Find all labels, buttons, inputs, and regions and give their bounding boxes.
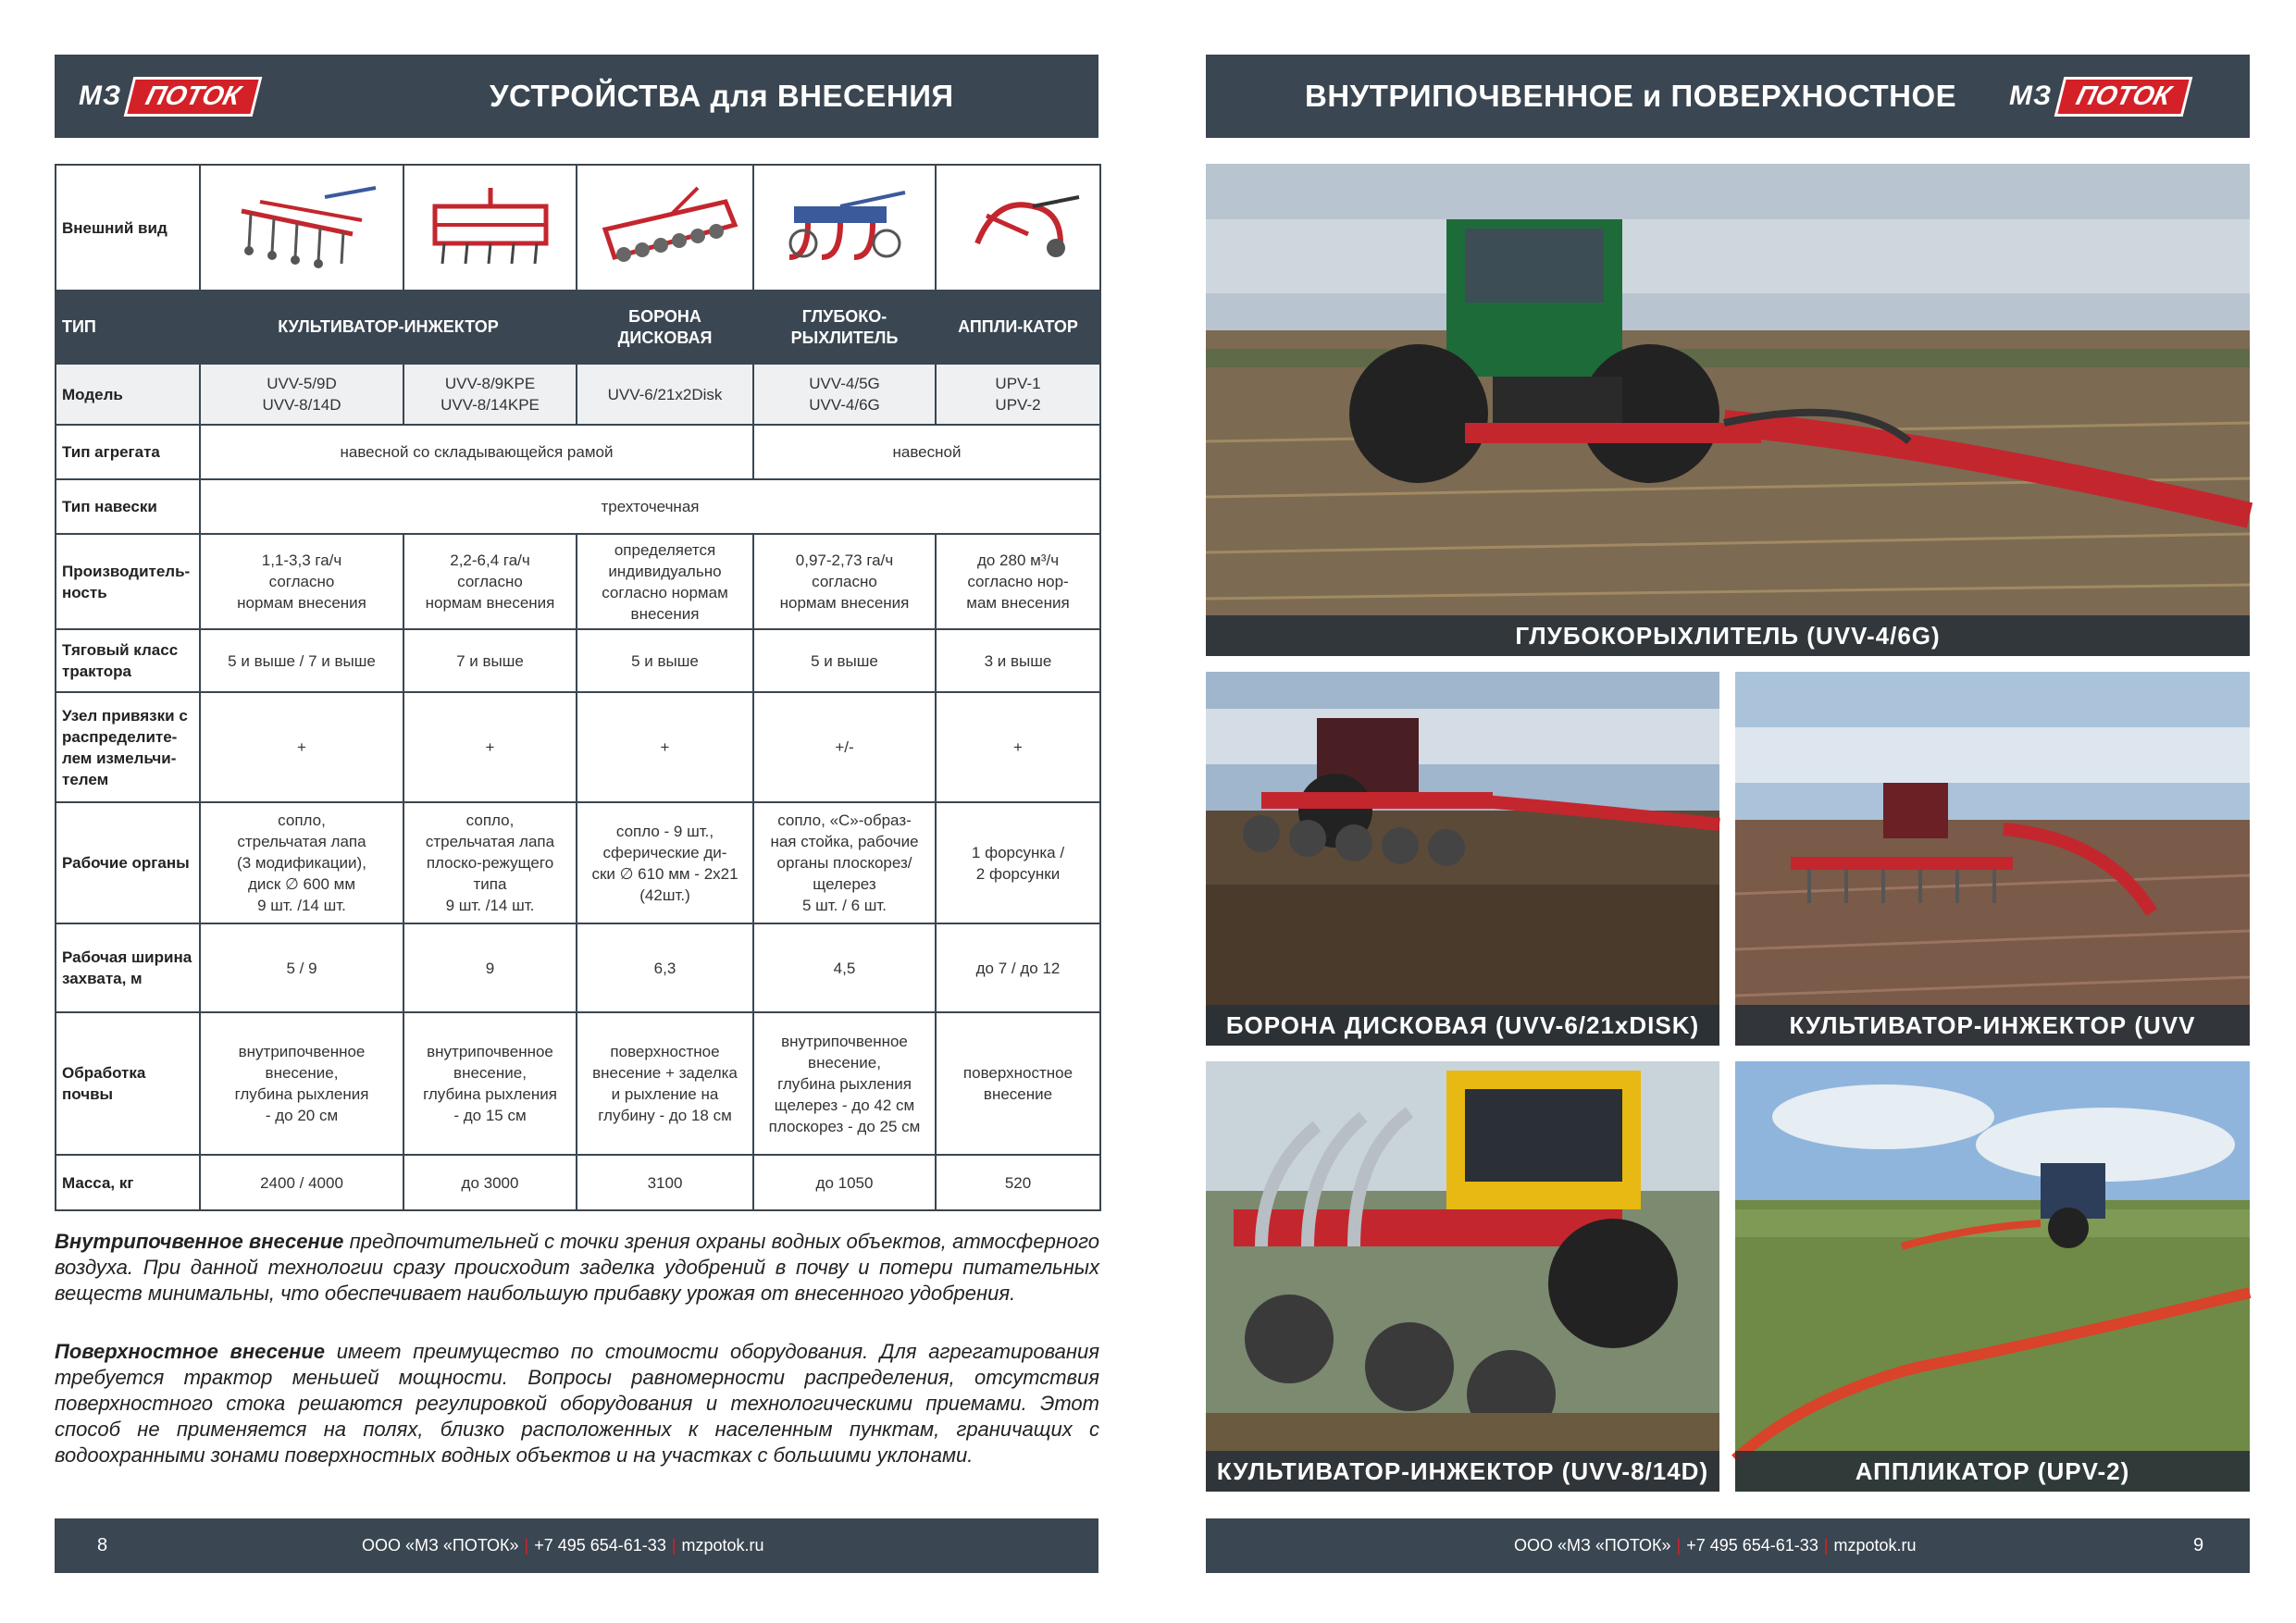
photo-subsoiler — [1206, 164, 2250, 656]
photo-applicator — [1735, 1061, 2250, 1492]
page-number: 8 — [97, 1535, 108, 1555]
traction-cell: 7 и выше — [403, 629, 577, 692]
model-cell: UPV-1 UPV-2 — [936, 364, 1100, 425]
equipment-image — [200, 165, 403, 291]
row-label: Внешний вид — [56, 165, 200, 291]
tillage-cell: поверхностное внесение — [936, 1012, 1100, 1155]
equipment-image — [577, 165, 753, 291]
width-cell: 4,5 — [753, 923, 936, 1012]
distributor-row — [56, 692, 1100, 802]
brand-logo — [2002, 77, 2188, 116]
footer-site[interactable]: mzpotok.ru — [1833, 1536, 1917, 1555]
model-row — [56, 364, 1100, 425]
type-cell: БОРОНА ДИСКОВАЯ — [577, 291, 753, 364]
row-label: Производитель-ность — [56, 534, 200, 629]
footer-company: ООО «МЗ «ПОТОК» — [1514, 1536, 1671, 1555]
logo-mz: МЗ — [2009, 81, 2053, 111]
photo-caption: КУЛЬТИВАТОР-ИНЖЕКТОР (UVV — [1735, 1005, 2250, 1046]
productivity-cell: 2,2-6,4 га/ч согласно нормам внесения — [403, 534, 577, 629]
footer-contacts — [1514, 1518, 1917, 1573]
footer-company: ООО «МЗ «ПОТОК» — [362, 1536, 519, 1555]
logo-potok: ПОТОК — [2054, 77, 2193, 117]
distributor-cell: + — [577, 692, 753, 802]
width-cell: 6,3 — [577, 923, 753, 1012]
right-header — [1206, 55, 2250, 138]
tillage-cell: внутрипочвенное внесение, глубина рыхления щелерез - до 42 см плоскорез - до 25 см — [753, 1012, 936, 1155]
brand-logo — [71, 77, 257, 116]
width-cell: 9 — [403, 923, 577, 1012]
mass-row — [56, 1155, 1100, 1210]
disc-harrow-photo-image — [1206, 672, 1719, 1046]
row-label: Узел привязки с распределите-лем измельчи-телем — [56, 692, 200, 802]
width-cell: до 7 / до 12 — [936, 923, 1100, 1012]
type-row — [56, 291, 1100, 364]
mass-cell: до 3000 — [403, 1155, 577, 1210]
mass-cell: 3100 — [577, 1155, 753, 1210]
traction-row — [56, 629, 1100, 692]
equipment-image — [403, 165, 577, 291]
distributor-cell: + — [200, 692, 403, 802]
footer-separator: | — [1823, 1536, 1829, 1555]
logo-potok: ПОТОК — [124, 77, 263, 117]
paragraph-subsurface-title: Внутрипочвенное внесение — [55, 1230, 344, 1253]
distributor-cell: +/- — [753, 692, 936, 802]
working-cell: сопло, стрельчатая лапа плоско-режущего типа 9 шт. /14 шт. — [403, 802, 577, 923]
row-label: ТИП — [56, 291, 200, 364]
distributor-cell: + — [403, 692, 577, 802]
mass-cell: 520 — [936, 1155, 1100, 1210]
type-cell: АППЛИ-КАТОР — [936, 291, 1100, 364]
left-header-title: УСТРОЙСТВА для ВНЕСЕНИЯ — [490, 79, 954, 113]
width-row — [56, 923, 1100, 1012]
footer-separator: | — [671, 1536, 676, 1555]
disc-harrow-image — [587, 179, 744, 271]
footer-separator: | — [1676, 1536, 1682, 1555]
left-footer — [55, 1518, 1098, 1573]
hitch-cell: трехточечная — [200, 479, 1100, 534]
working-cell: сопло, «С»-образ- ная стойка, рабочие органы плоскорез/ щелерез 5 шт. / 6 шт. — [753, 802, 936, 923]
working-cell: сопло, стрельчатая лапа (3 модификации), диск ∅ 600 мм 9 шт. /14 шт. — [200, 802, 403, 923]
distributor-cell: + — [936, 692, 1100, 802]
spec-table — [55, 164, 1101, 1211]
productivity-cell: определяется индивидуально согласно нормам внесения — [577, 534, 753, 629]
row-label: Тип навески — [56, 479, 200, 534]
unit-type-cell: навесной со складывающейся рамой — [200, 425, 753, 479]
photo-caption: КУЛЬТИВАТОР-ИНЖЕКТОР (UVV-8/14D) — [1206, 1451, 1719, 1492]
appearance-row — [56, 165, 1100, 291]
unit-type-row — [56, 425, 1100, 479]
working-row — [56, 802, 1100, 923]
row-label: Масса, кг — [56, 1155, 200, 1210]
photo-caption: БОРОНА ДИСКОВАЯ (UVV-6/21xDISK) — [1206, 1005, 1719, 1046]
model-cell: UVV-6/21x2Disk — [577, 364, 753, 425]
right-footer — [1206, 1518, 2250, 1573]
width-cell: 5 / 9 — [200, 923, 403, 1012]
type-cell: ГЛУБОКО-РЫХЛИТЕЛЬ — [753, 291, 936, 364]
traction-cell: 3 и выше — [936, 629, 1100, 692]
tillage-cell: внутрипочвенное внесение, глубина рыхления - до 20 см — [200, 1012, 403, 1155]
row-label: Тип агрегата — [56, 425, 200, 479]
photo-caption: ГЛУБОКОРЫХЛИТЕЛЬ (UVV-4/6G) — [1206, 615, 2250, 656]
subsoiler-photo-image — [1206, 164, 2250, 656]
cultivator-image-1 — [223, 179, 380, 271]
applicator-photo-image — [1735, 1061, 2250, 1492]
footer-phone[interactable]: +7 495 654-61-33 — [1686, 1536, 1818, 1555]
subsoiler-image — [766, 179, 924, 271]
traction-cell: 5 и выше — [577, 629, 753, 692]
row-label: Рабочие органы — [56, 802, 200, 923]
productivity-cell: до 280 м³/ч согласно нор- мам внесения — [936, 534, 1100, 629]
row-label: Тяговый класс трактора — [56, 629, 200, 692]
type-cell: КУЛЬТИВАТОР-ИНЖЕКТОР — [200, 291, 577, 364]
photo-cultivator-d — [1206, 1061, 1719, 1492]
row-label: Модель — [56, 364, 200, 425]
paragraph-surface — [55, 1339, 1099, 1468]
tillage-cell: внутрипочвенное внесение, глубина рыхления - до 15 см — [403, 1012, 577, 1155]
model-cell: UVV-4/5G UVV-4/6G — [753, 364, 936, 425]
cultivator-image-2 — [412, 179, 569, 271]
working-cell: сопло - 9 шт., сферические ди- ски ∅ 610 мм - 2x21 (42шт.) — [577, 802, 753, 923]
paragraph-surface-title: Поверхностное внесение — [55, 1340, 326, 1363]
row-label: Обработка почвы — [56, 1012, 200, 1155]
productivity-cell: 0,97-2,73 га/ч согласно нормам внесения — [753, 534, 936, 629]
row-label: Рабочая ширина захвата, м — [56, 923, 200, 1012]
applicator-image — [940, 179, 1098, 271]
equipment-image — [753, 165, 936, 291]
photo-disc-harrow — [1206, 672, 1719, 1046]
right-header-title: ВНУТРИПОЧВЕННОЕ и ПОВЕРХНОСТНОЕ — [1305, 79, 1957, 113]
tillage-row — [56, 1012, 1100, 1155]
traction-cell: 5 и выше — [753, 629, 936, 692]
photo-cultivator-kpe — [1735, 672, 2250, 1046]
logo-mz: МЗ — [79, 81, 122, 111]
working-cell: 1 форсунка / 2 форсунки — [936, 802, 1100, 923]
tillage-cell: поверхностное внесение + заделка и рыхление на глубину - до 18 см — [577, 1012, 753, 1155]
left-header — [55, 55, 1098, 138]
mass-cell: 2400 / 4000 — [200, 1155, 403, 1210]
cultivator-d-photo-image — [1206, 1061, 1719, 1492]
productivity-cell: 1,1-3,3 га/ч согласно нормам внесения — [200, 534, 403, 629]
unit-type-cell: навесной — [753, 425, 1100, 479]
model-cell: UVV-8/9KPE UVV-8/14KPE — [403, 364, 577, 425]
traction-cell: 5 и выше / 7 и выше — [200, 629, 403, 692]
equipment-image — [936, 165, 1100, 291]
footer-contacts — [362, 1518, 764, 1573]
hitch-row — [56, 479, 1100, 534]
page-number: 9 — [2193, 1535, 2204, 1555]
right-page — [1148, 0, 2296, 1623]
cultivator-kpe-photo-image — [1735, 672, 2250, 1046]
model-cell: UVV-5/9D UVV-8/14D — [200, 364, 403, 425]
paragraph-subsurface-text: предпочтительней с точки зрения охраны водных объектов, атмосферного воздуха. При данной технологии сразу происходит заделка удобрений в почву и потери питательных веществ минимальны, что обеспечивает наибольшую прибавку урожая от внесенного удобрения. — [55, 1230, 1099, 1305]
photo-caption: АППЛИКАТОР (UPV-2) — [1735, 1451, 2250, 1492]
footer-site[interactable]: mzpotok.ru — [681, 1536, 764, 1555]
productivity-row — [56, 534, 1100, 629]
footer-separator: | — [524, 1536, 529, 1555]
paragraph-surface-text: имеет преимущество по стоимости оборудования. Для агрегатирования требуется трактор меньшей мощности. Вопросы равномерности распределения, отсутствия поверхностного стока решаются регулировкой оборудования и технологическими приемами. Этот способ не применяется на полях, близко расположенных к населенным пунктам, граничащих с водоохранными зонами поверхностных водных объектов и на участках с большими уклонами. — [55, 1340, 1099, 1467]
paragraph-subsurface — [55, 1229, 1099, 1307]
footer-phone[interactable]: +7 495 654-61-33 — [534, 1536, 666, 1555]
mass-cell: до 1050 — [753, 1155, 936, 1210]
